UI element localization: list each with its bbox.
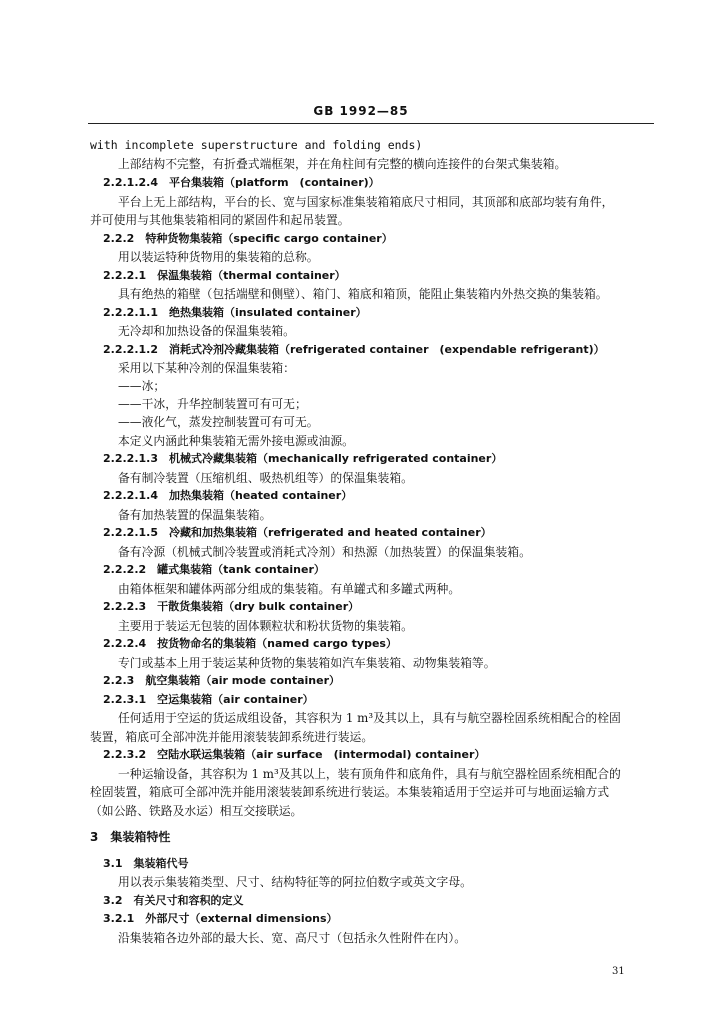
text-line: with incomplete superstructure and folding ends) xyxy=(90,138,423,152)
text-line: ——液化气，蒸发控制装置可有可无。 xyxy=(118,415,319,429)
section-heading-line: 2.2.3 航空集装箱（air mode container） xyxy=(103,674,341,687)
text-line: 备有冷源（机械式制冷装置或消耗式冷剂）和热源（加热装置）的保温集装箱。 xyxy=(118,545,531,559)
section-heading-line: 2.2.2.1.3 机械式冷藏集装箱（mechanically refrigerated container） xyxy=(103,452,503,465)
text-line: 备有加热装置的保温集装箱。 xyxy=(118,508,272,522)
text-line: 并可使用与其他集装箱相同的紧固件和起吊装置。 xyxy=(90,213,350,227)
section-heading-line: 2.2.2 特种货物集装箱（specific cargo container） xyxy=(103,232,393,245)
section-heading-line: 2.2.2.2 罐式集装箱（tank container） xyxy=(103,563,325,576)
text-line: 专门或基本上用于装运某种货物的集装箱如汽车集装箱、动物集装箱等。 xyxy=(118,656,496,670)
text-line: 本定义内涵此种集装箱无需外接电源或油源。 xyxy=(118,434,354,448)
text-line: 平台上无上部结构，平台的长、宽与国家标准集装箱箱底尺寸相同，其顶部和底部均装有角件， xyxy=(118,195,614,209)
section-heading-line: 2.2.2.1.5 冷藏和加热集装箱（refrigerated and heated container） xyxy=(103,526,492,539)
text-line: 一种运输设备，其容积为 1 m³及其以上，装有顶角件和底角件，具有与航空器栓固系统相配合的 xyxy=(118,767,621,781)
text-line: 具有绝热的箱壁（包括端壁和侧壁）、箱门、箱底和箱顶，能阻止集装箱内外热交换的集装箱。 xyxy=(118,287,608,301)
text-line: 装置，箱底可全部冲洗并能用滚装装卸系统进行装运。 xyxy=(90,730,374,744)
section-heading-line: 2.2.3.1 空运集装箱（air container） xyxy=(103,693,314,706)
text-line: 无冷却和加热设备的保温集装箱。 xyxy=(118,324,295,338)
section-heading-line: 3.1 集装箱代号 xyxy=(103,857,189,870)
text-line: 上部结构不完整，有折叠式端框架，并在角柱间有完整的横向连接件的台架式集装箱。 xyxy=(118,157,567,171)
text-line: ——干冰，升华控制装置可有可无； xyxy=(118,397,307,411)
section-heading-line: 3 集装箱特性 xyxy=(90,830,171,844)
section-heading-line: 3.2 有关尺寸和容积的定义 xyxy=(103,894,244,907)
section-heading-line: 2.2.2.1.1 绝热集装箱（insulated container） xyxy=(103,306,367,319)
section-heading-line: 2.2.2.3 干散货集装箱（dry bulk container） xyxy=(103,600,360,613)
text-line: 备有制冷装置（压缩机组、吸热机组等）的保温集装箱。 xyxy=(118,471,413,485)
text-line: 主要用于装运无包装的固体颗粒状和粉状货物的集装箱。 xyxy=(118,619,413,633)
text-line: 采用以下某种冷剂的保温集装箱： xyxy=(118,361,295,375)
text-line: 由箱体框架和罐体两部分组成的集装箱。有单罐式和多罐式两种。 xyxy=(118,582,461,596)
text-line: 沿集装箱各边外部的最大长、宽、高尺寸（包括永久性附件在内）。 xyxy=(118,931,467,945)
text-line: 用以表示集装箱类型、尺寸、结构特征等的阿拉伯数字或英文字母。 xyxy=(118,875,472,889)
page-number: 31 xyxy=(612,966,625,977)
text-line: 用以装运特种货物用的集装箱的总称。 xyxy=(118,250,319,264)
document-header: GB 1992—85 xyxy=(313,104,409,118)
text-line: ——冰； xyxy=(118,379,166,393)
text-line: 任何适用于空运的货运成组设备，其容积为 1 m³及其以上，具有与航空器栓固系统相配合的栓固 xyxy=(118,711,621,725)
section-heading-line: 2.2.2.1.4 加热集装箱（heated container） xyxy=(103,489,353,502)
section-heading-line: 2.2.2.1.2 消耗式冷剂冷藏集装箱（refrigerated container (expendable refrigerant)） xyxy=(103,343,605,356)
section-heading-line: 3.2.1 外部尺寸（external dimensions） xyxy=(103,912,338,925)
section-heading-line: 2.2.2.1 保温集装箱（thermal container） xyxy=(103,269,346,282)
text-line: 栓固装置，箱底可全部冲洗并能用滚装装卸系统进行装运。本集装箱适用于空运并可与地面运输方式 xyxy=(90,785,610,799)
section-heading-line: 2.2.3.2 空陆水联运集装箱（air surface (intermodal) container） xyxy=(103,748,486,761)
section-heading-line: 2.2.2.4 按货物命名的集装箱（named cargo types） xyxy=(103,637,397,650)
text-line: （如公路、铁路及水运）相互交接联运。 xyxy=(90,804,303,818)
section-heading-line: 2.2.1.2.4 平台集装箱（platform (container)） xyxy=(103,176,380,189)
header-rule xyxy=(88,123,654,124)
